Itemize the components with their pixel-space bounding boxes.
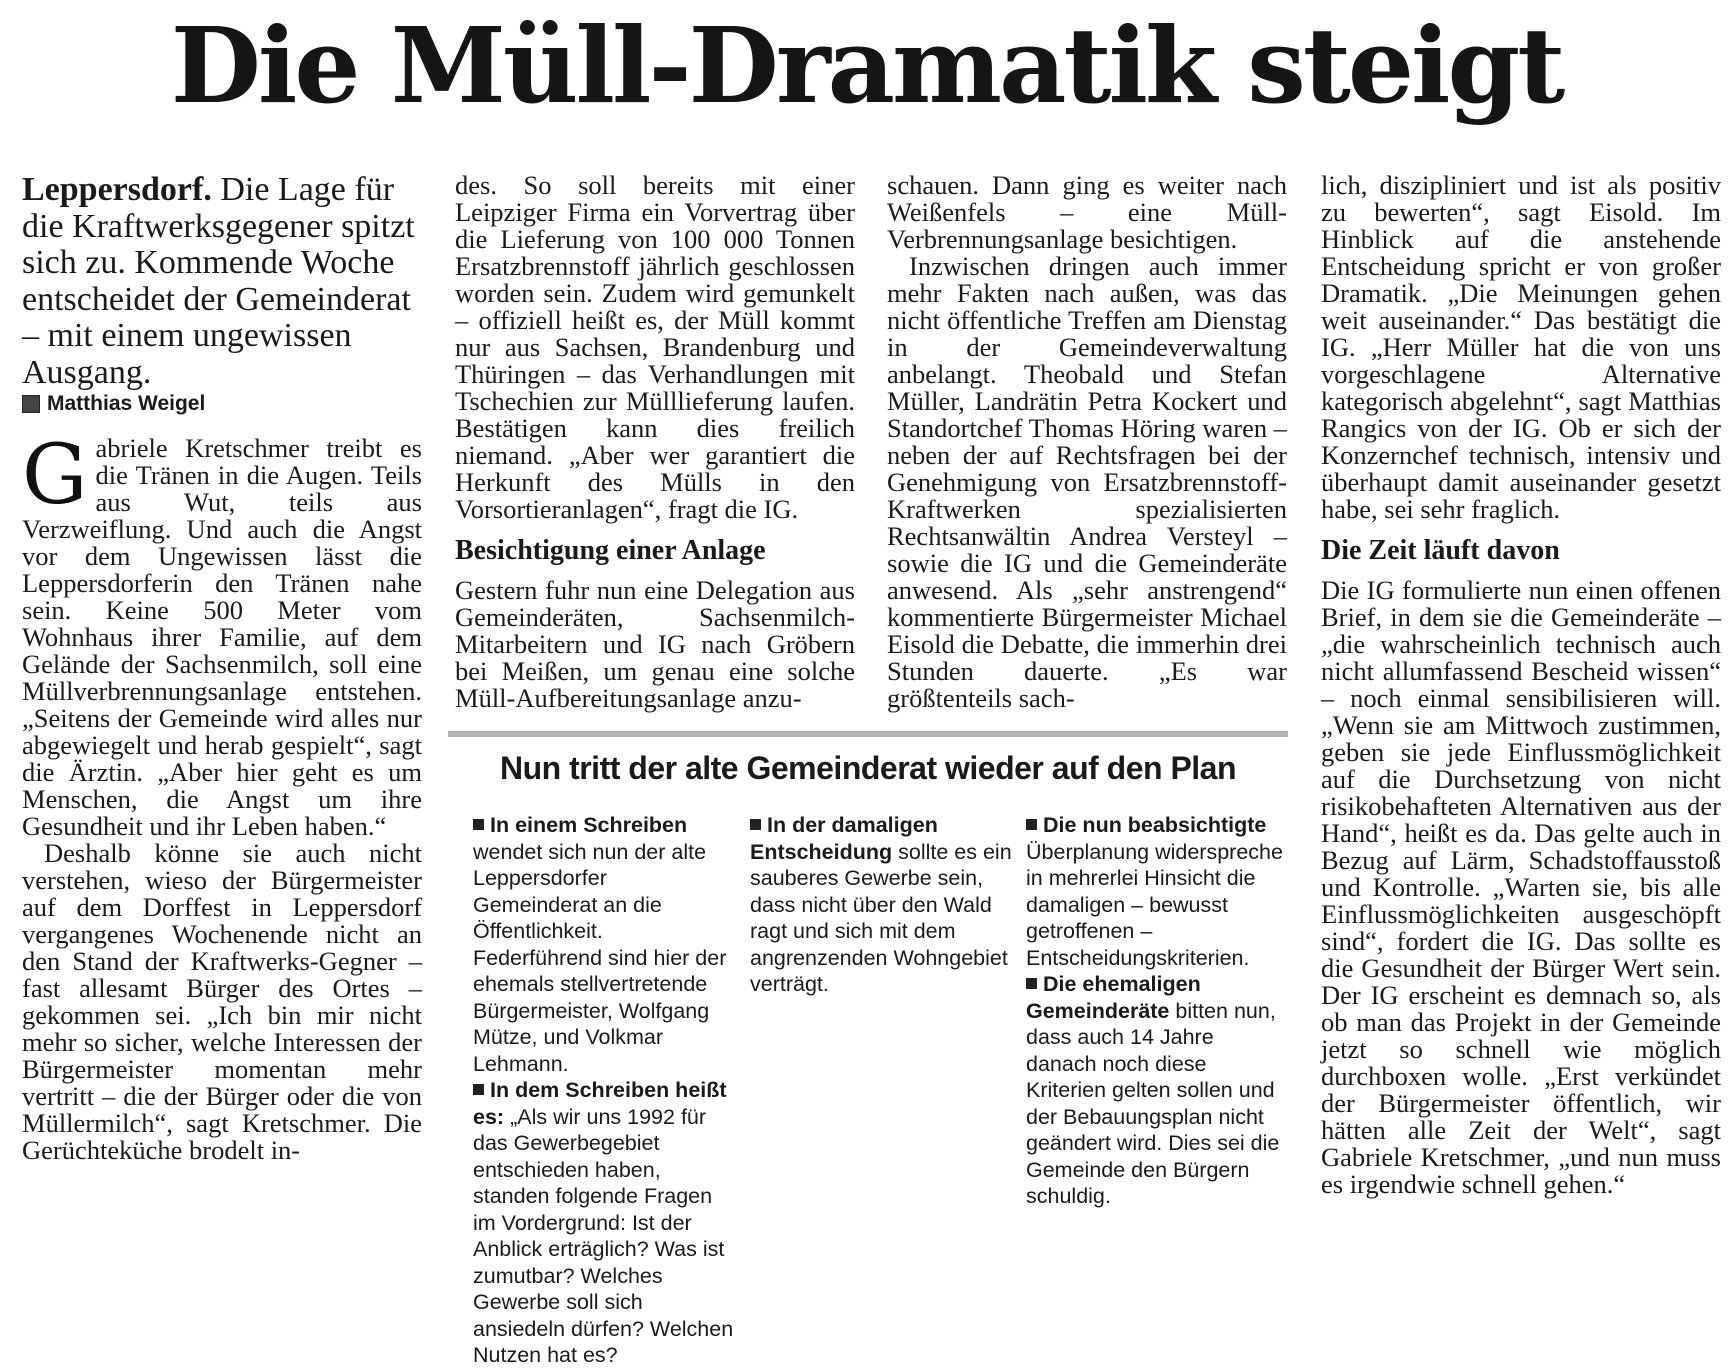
box-divider: [448, 731, 1288, 737]
drop-cap: G: [22, 428, 88, 523]
box-item-lead: In einem Schreiben: [490, 813, 688, 837]
column-2: [455, 172, 855, 712]
body-paragraph: Inzwischen dringen auch immer mehr Fakten nach außen, was das nicht öffentliche Treffen am Dienstag in der Gemeindeverwaltung anbelangt. Theobald und Stefan Müller, Landrätin Petra Kockert und Standortchef Thomas Höring waren – neben der auf Rechtsfragen bei der Genehmigung von Ersatzbrennstoff-Kraftwerken spezialisierten Rechtsanwältin Andrea Versteyl – sowie die IG und die Gemeinderäte anwesend. Als „sehr anstrengend“ kommentierte Bürgermeister Michael Eisold die Debatte, die immerhin drei Stunden dauerte. „Es war größtenteils sach-: [887, 251, 1287, 713]
box-item-text: bitten nun, dass auch 14 Jahre danach noch diese Kriterien gelten sollen und der Bebauungsplan nicht geändert wird. Dies sei die Gemeinde den Bürgern schuldig.: [1026, 998, 1280, 1208]
box-column-3: [1026, 812, 1288, 1210]
body-paragraph: Die IG formulierte nun einen offenen Brief, in dem sie die Gemeinderäte – „die wahrscheinlich technisch auch nicht allumfassend Bescheid wissen“ – noch einmal sensibilisieren will. „Wenn sie am Mittwoch zustimmen, geben sie jede Einflussmöglichkeit auf die Durchsetzung von nicht risikobehafteten Alternativen aus der Hand“, heißt es da. Das gelte auch in Bezug auf Lärm, Schadstoffausstoß und Kontrolle. „Warten sie, bis alle Einflussmöglichkeiten ausgeschöpft sind“, fordert die IG. Das sollte es die Gesundheit der Bürger Wert sein. Der IG erscheint es demnach so, als ob man das Projekt in der Gemeinde jetzt so schnell wie möglich durchboxen wolle. „Erst verkündet der Bürgermeister öffentlich, wir hätten alle Zeit der Welt“, sagt Gabriele Kretschmer, „und nun muss es irgendwie schnell gehen.“: [1321, 575, 1721, 1199]
box-title: Nun tritt der alte Gemeinderat wieder auf den Plan: [499, 750, 1237, 786]
box-item: [1026, 812, 1288, 971]
box-item-text: sollte es ein sauberes Gewerbe sein, dass nicht über den Wald ragt und sich mit dem angrenzenden Wohngebiet verträgt.: [750, 839, 1012, 996]
box-item-text: wendet sich nun der alte Leppersdorfer Gemeinderat an die Öffentlichkeit. Federführend sind hier der ehemals stellvertretende Bürgermeister, Wolfgang Mütze, und Volkmar Lehmann.: [473, 839, 727, 1076]
body-paragraph: schauen. Dann ging es weiter nach Weißenfels – eine Müll-Verbrennungsanlage besichtigen.: [887, 170, 1287, 254]
body-paragraph: lich, diszipliniert und ist als positiv zu bewerten“, sagt Eisold. Im Hinblick auf die anstehende Entscheidung spricht er von großer Dramatik. „Die Meinungen gehen weit auseinander.“ Das bestätigt die IG. „Herr Müller hat die von uns vorgeschlagene Alternative kategorisch abgelehnt“, sagt Matthias Rangics von der IG. Ob er sich der Konzernchef technisch, intensiv und überhaupt damit auseinander gesetzt habe, sei sehr fraglich.: [1321, 170, 1721, 524]
box-item: [473, 1077, 735, 1369]
bullet-square-icon: [750, 819, 761, 830]
box-item: [473, 812, 735, 1077]
box-item-text: „Als wir uns 1992 für das Gewerbegebiet entschieden haben, standen folgende Fragen im Vordergrund: Ist der Anblick erträglich? Was ist zumutbar? Welches Gewerbe soll sich ansiedeln dürfen? Welchen Nutzen hat es?: [473, 1104, 734, 1367]
lead-place: Leppersdorf.: [22, 171, 212, 208]
lead-paragraph: [22, 172, 422, 391]
box-item: [1026, 971, 1288, 1210]
body-paragraph: des. So soll bereits mit einer Leipziger Firma ein Vorvertrag über die Lieferung von 100 000 Tonnen Ersatzbrennstoff jährlich geschlossen worden sein. Zudem wird gemunkelt – offiziell heißt es, der Müll kommt nur aus Sachsen, Brandenburg und Thüringen – das Verhandlungen mit Tschechien zur Mülllieferung laufen. Bestätigen kann dies freilich niemand. „Aber wer garantiert die Herkunft des Mülls in den Vorsortieranlagen“, fragt die IG.: [455, 170, 855, 524]
lead-text: Die Lage für die Kraftwerksgegener spitzt sich zu. Kommende Woche entscheidet der Gemeinderat – mit einem ungewissen Ausgang.: [22, 171, 415, 391]
column-4: [1321, 172, 1721, 1198]
column-3: [887, 172, 1287, 712]
box-item-lead: Die nun beabsichtigte: [1043, 813, 1267, 837]
box-item-lead: In der damaligen Entscheidung: [750, 813, 938, 864]
box-item: [750, 812, 1012, 998]
byline-author: Matthias Weigel: [47, 392, 206, 415]
body-paragraph: Gestern fuhr nun eine Delegation aus Gemeinderäten, Sachsenmilch-Mitarbeitern und IG nach Gröbern bei Meißen, um genau eine solche Müll-Aufbereitungsanlage anzu-: [455, 575, 855, 713]
bullet-square-icon: [1026, 978, 1037, 989]
bullet-square-icon: [473, 819, 484, 830]
box-column-1: [473, 812, 735, 1369]
body-text: abriele Kretschmer treibt es die Tränen in die Augen. Teils aus Wut, teils aus Verzweiflung. Und auch die Angst vor dem Ungewissen lässt die Leppersdorferin den Tränen nahe sein. Keine 500 Meter vom Wohnhaus ihrer Familie, auf dem Gelände der Sachsenmilch, soll eine Müllverbrennungsanlage entstehen. „Seitens der Gemeinde wird alles nur abgewiegelt und herab gespielt“, sagt die Ärztin. „Aber hier geht es um Menschen, die Angst um ihre Gesundheit und ihr Leben haben.“: [22, 433, 422, 841]
bullet-square-icon: [1026, 819, 1037, 830]
bullet-square-icon: [473, 1084, 484, 1095]
info-box: [448, 731, 1288, 1367]
box-item-lead: Die ehemaligen Gemeinderäte: [1026, 972, 1201, 1023]
body-paragraph: [22, 428, 422, 841]
headline: Die Müll-Dramatik steigt: [170, 4, 1563, 127]
box-item-text: Überplanung widerspreche in mehrerlei Hinsicht die damaligen – bewusst getroffenen – Entscheidungskriterien.: [1026, 839, 1283, 970]
byline: [22, 391, 422, 417]
box-column-2: [750, 812, 1012, 998]
column-1: [22, 172, 422, 1164]
body-paragraph: Deshalb könne sie auch nicht verstehen, wieso der Bürgermeister auf dem Dorffest in Leppersdorf vergangenes Wochenende nicht an den Stand der Kraftwerks-Gegner – fast allesamt Bürger des Ortes – gekommen sei. „Ich bin mir nicht mehr so sicher, welche Interessen der Bürgermeister momentan mehr vertritt – die der Bürger oder die von Müllermilch“, sagt Kretschmer. Die Gerüchteküche brodelt in-: [22, 838, 422, 1165]
author-photo-icon: [22, 395, 40, 413]
subheading: Die Zeit läuft davon: [1321, 535, 1560, 566]
box-item-lead: In dem Schreiben heißt es:: [473, 1078, 727, 1129]
subheading: Besichtigung einer Anlage: [455, 535, 766, 566]
